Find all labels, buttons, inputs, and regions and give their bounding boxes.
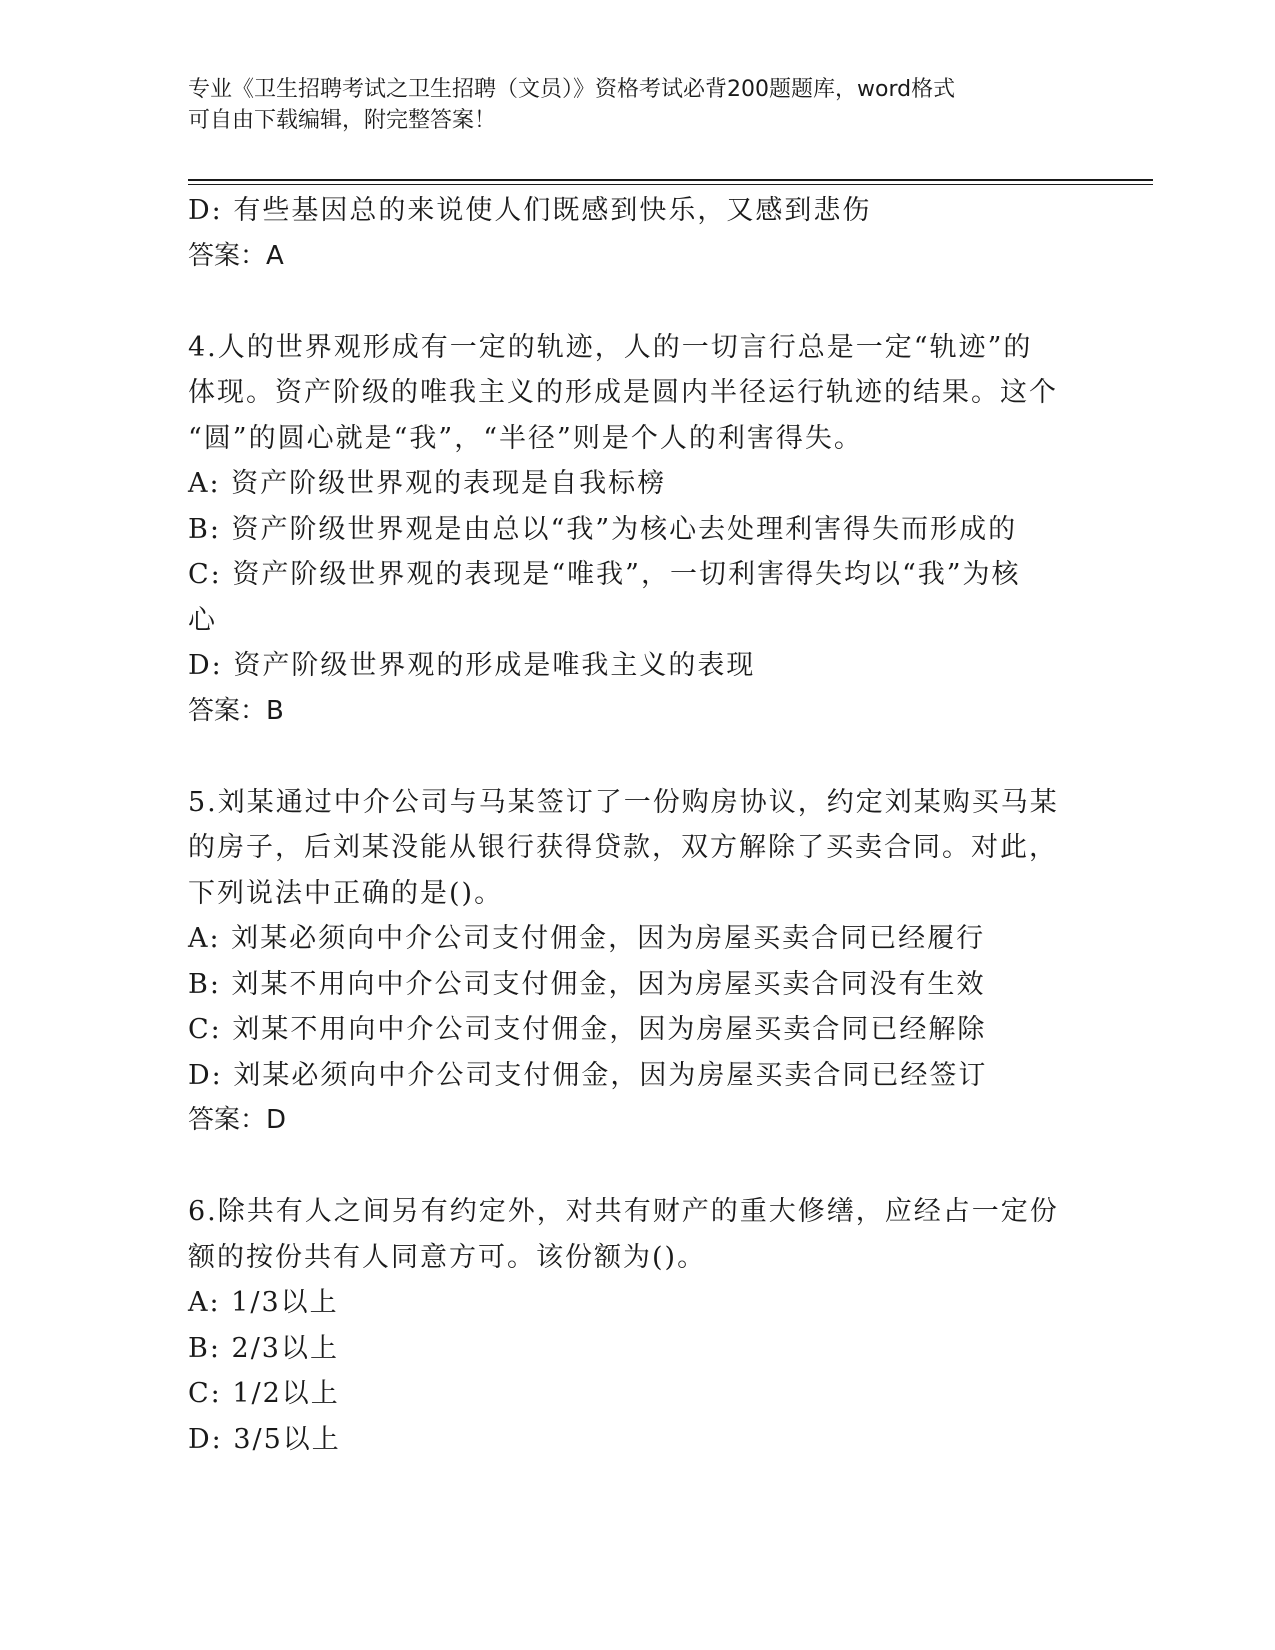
question-5 <box>188 780 1088 1144</box>
option-c: C: 资产阶级世界观的表现是“唯我”，一切利害得失均以“我”为核 <box>188 559 1021 590</box>
option-a: A: 1/3以上 <box>188 1287 339 1318</box>
option-a: A: 刘某必须向中介公司支付佣金，因为房屋买卖合同已经履行 <box>188 923 986 954</box>
question-stem-line: 4.人的世界观形成有一定的轨迹，人的一切言行总是一定“轨迹”的 <box>188 331 1033 363</box>
spacer <box>188 1144 1088 1190</box>
option-d: D: 资产阶级世界观的形成是唯我主义的表现 <box>188 650 756 681</box>
option-d: D: 3/5以上 <box>188 1423 341 1455</box>
option-d: D: 有些基因总的来说使人们既感到快乐，又感到悲伤 <box>188 195 872 226</box>
header-divider-thin <box>188 184 1153 185</box>
option-c-continued: 心 <box>188 604 217 636</box>
question-stem-line: “圆”的圆心就是“我”，“半径”则是个人的利害得失。 <box>188 422 863 454</box>
question-6 <box>188 1189 1088 1462</box>
option-d: D: 刘某必须向中介公司支付佣金，因为房屋买卖合同已经签订 <box>188 1059 988 1091</box>
header-divider-thick <box>188 179 1153 181</box>
option-b: B: 2/3以上 <box>188 1332 339 1364</box>
question-stem-line: 下列说法中正确的是()。 <box>188 877 504 909</box>
question-3-tail <box>188 188 1088 279</box>
option-b: B: 刘某不用向中介公司支付佣金，因为房屋买卖合同没有生效 <box>188 968 986 1000</box>
option-a: A: 资产阶级世界观的表现是自我标榜 <box>188 468 667 499</box>
answer-line: 答案：D <box>188 1105 287 1135</box>
option-b: B: 资产阶级世界观是由总以“我”为核心去处理利害得失而形成的 <box>188 513 1018 545</box>
option-c: C: 刘某不用向中介公司支付佣金，因为房屋买卖合同已经解除 <box>188 1014 987 1045</box>
question-content <box>188 188 1088 1462</box>
spacer <box>188 734 1088 780</box>
answer-line: 答案：B <box>188 695 284 726</box>
header-line-1: 专业《卫生招聘考试之卫生招聘（文员）》资格考试必背200题题库，word格式 <box>188 77 956 102</box>
header-line-2: 可自由下载编辑，附完整答案！ <box>188 108 497 133</box>
question-4 <box>188 325 1088 735</box>
question-stem-line: 体现。资产阶级的唯我主义的形成是圆内半径运行轨迹的结果。这个 <box>188 377 1058 408</box>
question-stem-line: 6.除共有人之间另有约定外，对共有财产的重大修缮，应经占一定份 <box>188 1196 1059 1227</box>
question-stem-line: 的房子，后刘某没能从银行获得贷款，双方解除了买卖合同。对此， <box>188 832 1058 863</box>
document-header <box>188 74 1068 136</box>
question-stem-line: 5.刘某通过中介公司与马某签订了一份购房协议，约定刘某购买马某 <box>188 786 1059 818</box>
answer-line: 答案：A <box>188 240 284 271</box>
question-stem-line: 额的按份共有人同意方可。该份额为()。 <box>188 1241 707 1273</box>
option-c: C: 1/2以上 <box>188 1378 340 1409</box>
spacer <box>188 279 1088 325</box>
